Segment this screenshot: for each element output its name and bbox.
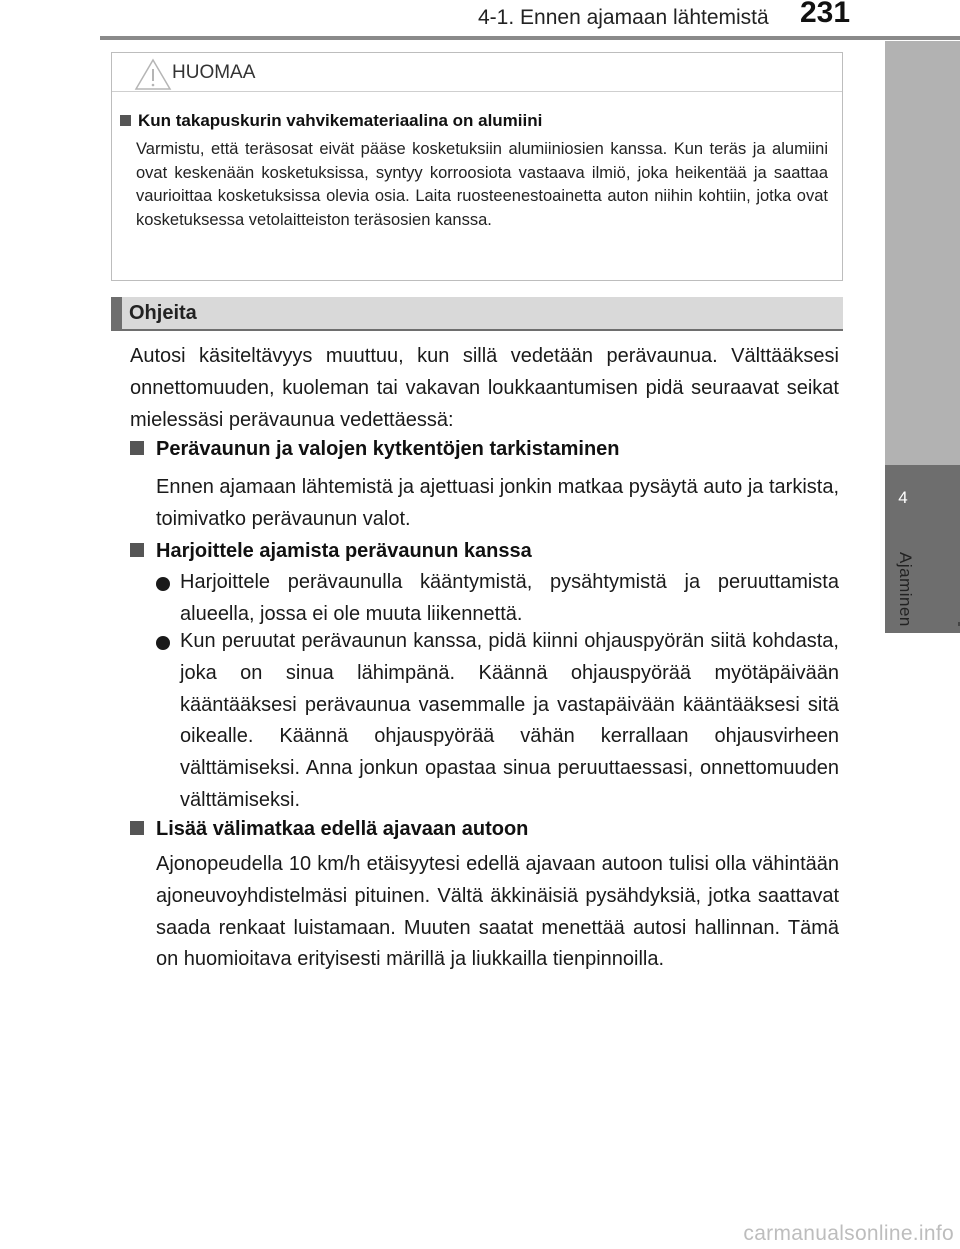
item-text: Ennen ajamaan lähtemistä ja ajettuasi jonkin matkaa pysäytä auto ja tarkista, toimivatko perävaunun valot. [156,476,839,530]
item-heading: Lisää välimatkaa edellä ajavaan autoon [130,818,528,841]
round-bullet-icon [156,577,170,591]
chapter-label: Ajaminen [896,552,915,627]
notice-header [112,53,842,92]
item-heading: Harjoittele ajamista perävaunun kanssa [130,540,532,563]
square-bullet-icon [130,543,144,557]
chapter-number: 4 [898,488,908,507]
square-bullet-icon [120,115,131,126]
header-rule [100,36,960,40]
section-title: Ohjeita [129,302,197,324]
notice-title: HUOMAA [172,62,256,83]
square-bullet-icon [130,821,144,835]
square-bullet-icon [130,441,144,455]
section-underline [111,329,843,331]
watermark: carmanualsonline.info [743,1222,954,1245]
bullet-text: Kun peruutat perävaunun kanssa, pidä kiinni ohjauspyörän siitä kohdasta, joka on sinua lähimpänä. Käännä ohjauspyörää myötäpäivään kääntääksesi perävaunua vasemmalle ja vastapäivään kääntääksesi sitä oikealle. Käännä ohjauspyörää vähän kerrallaan ohjausvirheen välttämiseksi. Anna jonkun opastaa sinua peruuttaessasi, onnettomuuden välttämiseksi. [180,630,839,811]
warning-triangle-icon [134,57,172,91]
running-header: 4-1. Ennen ajamaan lähtemistä [478,6,769,29]
notice-body: Varmistu, että teräsosat eivät pääse kosketuksiin alumiiniosien kanssa. Kun teräs ja alumiini ovat keskenään kosketuksissa, syntyy korroosiota vastaava ilmiö, joka heikentää ja saattaa vaurioittaa kosketuksissa olevia osia. Laita ruosteenestoainetta auton niihin kohtiin, jotka ovat kosketuksessa vetolaitteiston teräsosien kanssa. [136,140,828,229]
section-bar [111,297,843,329]
item-text: Ajonopeudella 10 km/h etäisyytesi edellä ajavaan autoon tulisi olla vähintään ajoneuvoyhdistelmäsi pituinen. Vältä äkkinäisiä pysähdyksiä, jotka saattavat saada renkaat luistamaan. Muuten saatat menettää autosi hallinnan. Tämä on huomioitava erityisesti märillä ja liukkailla tienpinnoilla. [156,853,839,971]
notice-subheading: Kun takapuskurin vahvikemateriaalina on alumiini [120,111,542,131]
item-heading: Perävaunun ja valojen kytkentöjen tarkistaminen [130,438,620,461]
side-tab-top [885,41,960,465]
notice-box [111,52,843,281]
round-bullet-icon [156,636,170,650]
intro-paragraph: Autosi käsiteltävyys muuttuu, kun sillä vedetään perävaunua. Välttääksesi onnettomuuden, kuoleman tai vakavan loukkaantumisen pidä seuraavat seikat mielessäsi perävaunua vedettäessä: [130,345,839,431]
page-number: 231 [800,0,851,29]
bullet-text: Harjoittele perävaunulla kääntymistä, pysähtymistä ja peruuttamista alueella, jossa ei ole muuta liikennettä. [180,571,839,625]
